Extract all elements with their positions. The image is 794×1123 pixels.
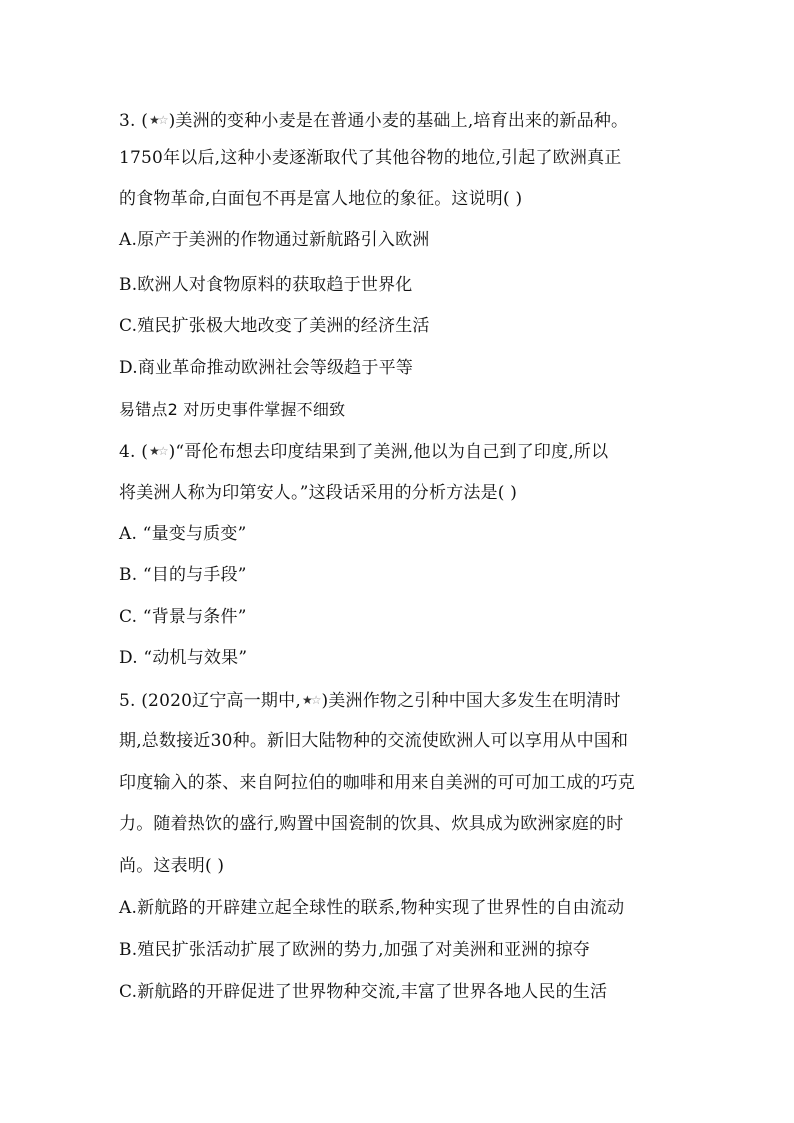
section-heading: 易错点2 对历史事件掌握不细致 bbox=[119, 400, 346, 419]
question-4-option-a: A. “量变与质变” bbox=[119, 524, 247, 544]
question-3-option-b: B.欧洲人对食物原料的获取趋于世界化 bbox=[119, 275, 413, 295]
question-5-line-2: 期,总数接近30种。新旧大陆物种的交流使欧洲人可以享用从中国和 bbox=[119, 731, 629, 751]
question-5-option-a: A.新航路的开辟建立起全球性的联系,物种实现了世界性的自由流动 bbox=[119, 898, 625, 918]
question-4-option-d: D. “动机与效果” bbox=[119, 648, 248, 668]
question-5-line-3: 印度输入的茶、来自阿拉伯的咖啡和用来自美洲的可可加工成的巧克 bbox=[119, 773, 635, 793]
question-5-line-1 bbox=[119, 688, 699, 713]
question-5-line-4: 力。随着热饮的盛行,购置中国瓷制的饮具、炊具成为欧洲家庭的时 bbox=[119, 814, 624, 834]
question-3-line-1 bbox=[119, 108, 699, 133]
question-3-line-3: 的食物革命,白面包不再是富人地位的象征。这说明( ) bbox=[119, 189, 523, 209]
question-4-line-2: 将美洲人称为印第安人。”这段话采用的分析方法是( ) bbox=[119, 483, 518, 503]
question-3-option-d: D.商业革命推动欧洲社会等级趋于平等 bbox=[119, 358, 414, 378]
question-3-number: 3. ( bbox=[119, 111, 149, 131]
question-5-option-c: C.新航路的开辟促进了世界物种交流,丰富了世界各地人民的生活 bbox=[119, 982, 608, 1002]
question-4-number: 4. ( bbox=[119, 442, 149, 462]
question-3-option-c: C.殖民扩张极大地改变了美洲的经济生活 bbox=[119, 316, 430, 336]
question-3-line-2: 1750年以后,这种小麦逐渐取代了其他谷物的地位,引起了欧洲真正 bbox=[119, 148, 622, 168]
question-5-text: )美洲作物之引种中国大多发生在明清时 bbox=[321, 691, 621, 711]
question-5-number: 5. (2020辽宁高一期中, bbox=[119, 691, 301, 711]
question-4-text: )“哥伦布想去印度结果到了美洲,他以为自己到了印度,所以 bbox=[168, 442, 609, 462]
difficulty-stars-icon: ★☆ bbox=[149, 113, 167, 127]
question-4-line-1 bbox=[119, 439, 699, 464]
difficulty-stars-icon: ★☆ bbox=[149, 444, 167, 458]
question-4-option-b: B. “目的与手段” bbox=[119, 565, 247, 585]
question-3-option-a: A.原产于美洲的作物通过新航路引入欧洲 bbox=[119, 230, 430, 250]
question-3-text: )美洲的变种小麦是在普通小麦的基础上,培育出来的新品种。 bbox=[168, 111, 629, 131]
question-5-option-b: B.殖民扩张活动扩展了欧洲的势力,加强了对美洲和亚洲的掠夺 bbox=[119, 940, 591, 960]
question-4-option-c: C. “背景与条件” bbox=[119, 607, 247, 627]
difficulty-stars-icon: ★☆ bbox=[301, 693, 320, 707]
question-5-line-5: 尚。这表明( ) bbox=[119, 856, 225, 876]
